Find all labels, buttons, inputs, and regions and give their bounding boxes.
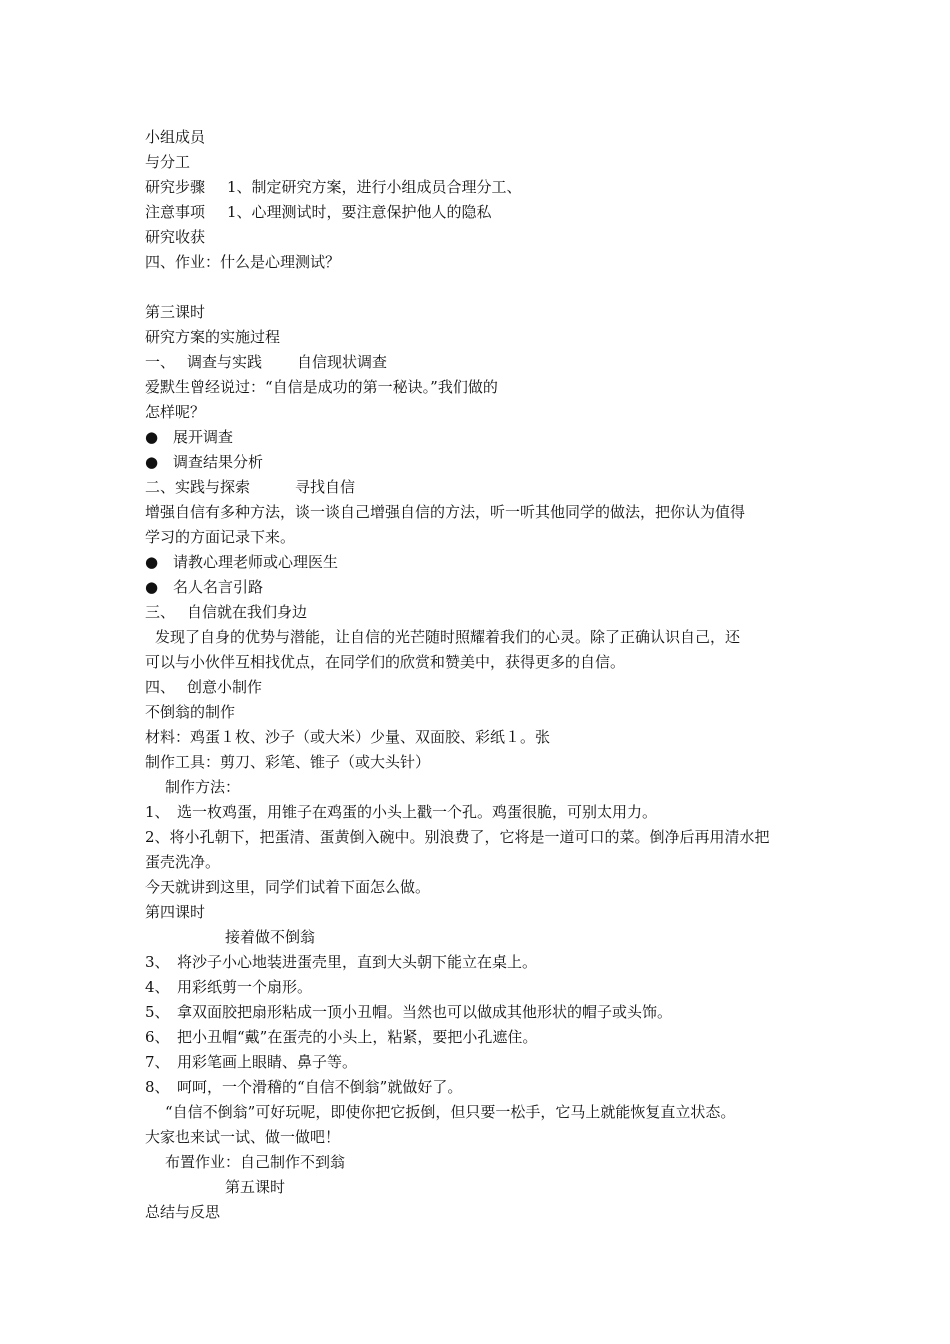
paragraph3-line1: 发现了自身的优势与潜能，让自信的光芒随时照耀着我们的心灵。除了正确认识自己，还 [155,628,741,646]
lesson4-subtitle: 接着做不倒翁 [225,928,316,946]
bullet-icon: ● [145,428,159,446]
step-text: 将沙子小心地装进蛋壳里，直到大头朝下能立在桌上。 [177,953,538,971]
notes-line [145,200,810,225]
paragraph2-line2: 学习的方面记录下来。 [145,528,296,546]
step-text: 用彩纸剪一个扇形。 [177,978,313,996]
research-steps-line [145,175,810,200]
notes-text: 1、心理测试时，要注意保护他人的隐私 [227,203,492,221]
step-number: 3、 [145,953,170,971]
section4-heading [145,675,810,700]
step-number: 7、 [145,1053,170,1071]
bullet-item [145,450,810,475]
method-step [145,1025,810,1050]
step-number: 6、 [145,1028,170,1046]
step-number: 8、 [145,1078,170,1096]
bullet-icon: ● [145,553,159,571]
lesson4-title: 第四课时 [145,903,206,921]
bullet-icon: ● [145,453,159,471]
section3-number: 三、 [145,603,176,621]
section1-heading [145,350,810,375]
section4-title: 创意小制作 [187,678,263,696]
step-text: 用彩笔画上眼睛、鼻子等。 [177,1053,358,1071]
method-step [145,975,810,1000]
section3-title: 自信就在我们身边 [187,603,308,621]
bullet-text: 请教心理老师或心理医生 [173,553,339,571]
section3-heading [145,600,810,625]
paragraph1-line2: 怎样呢？ [145,403,206,421]
paragraph2-line1: 增强自信有多种方法，谈一谈自己增强自信的方法，听一听其他同学的做法，把你认为值得 [145,503,746,521]
step-text: 选一枚鸡蛋，用锥子在鸡蛋的小头上戳一个孔。鸡蛋很脆，可别太用力。 [177,803,658,821]
method-step [145,800,810,825]
method-step [145,950,810,975]
craft-title: 不倒翁的制作 [145,703,236,721]
method-step2-line2: 蛋壳洗净。 [145,853,221,871]
step-number: 5、 [145,1003,170,1021]
bullet-text: 展开调查 [173,428,234,446]
section1-subtitle: 自信现状调查 [297,353,388,371]
section1-title: 调查与实践 [187,353,263,371]
method-heading: 制作方法： [165,778,241,796]
method-step2-line1: 2、将小孔朝下，把蛋清、蛋黄倒入碗中。别浪费了，它将是一道可口的菜。倒净后再用清水把 [145,828,770,846]
bullet-text: 名人名言引路 [173,578,264,596]
bullet-icon: ● [145,578,159,596]
paragraph3-line2: 可以与小伙伴互相找优点，在同学们的欣赏和赞美中，获得更多的自信。 [145,653,626,671]
bullet-item [145,425,810,450]
lesson3-title: 第三课时 [145,303,206,321]
tools-line: 制作工具：剪刀、彩笔、锥子（或大头针） [145,753,431,771]
step-text: 拿双面胶把扇形粘成一顶小丑帽。当然也可以做成其他形状的帽子或头饰。 [177,1003,673,1021]
section1-number: 一、 [145,353,176,371]
division-line: 与分工 [145,153,191,171]
materials-line: 材料：鸡蛋１枚、沙子（或大米）少量、双面胶、彩纸１。张 [145,728,551,746]
notes-label: 注意事项 [145,203,206,221]
lesson3-subtitle: 研究方案的实施过程 [145,328,281,346]
paragraph1-line1: 爱默生曾经说过：“自信是成功的第一秘诀。”我们做的 [145,378,498,396]
lesson5-title: 第五课时 [225,1178,286,1196]
step-number: 4、 [145,978,170,996]
section2-title: 二、实践与探索 [145,478,251,496]
step-text: 把小丑帽“戴”在蛋壳的小头上，粘紧，要把小孔遮住。 [177,1028,538,1046]
section2-heading [145,475,810,500]
method-step [145,1000,810,1025]
lesson5-subtitle: 总结与反思 [145,1203,221,1221]
bullet-item [145,575,810,600]
paragraph4-line1: “自信不倒翁”可好玩呢，即使你把它扳倒，但只要一松手，它马上就能恢复直立状态。 [165,1103,736,1121]
method-step [145,1075,810,1100]
bullet-item [145,550,810,575]
steps-label: 研究步骤 [145,178,206,196]
closing-line: 今天就讲到这里，同学们试着下面怎么做。 [145,878,431,896]
blank-line [145,275,810,300]
homework-line: 四、作业：什么是心理测试？ [145,253,341,271]
step-text: 呵呵，一个滑稽的“自信不倒翁”就做好了。 [177,1078,463,1096]
group-members-line: 小组成员 [145,128,206,146]
paragraph4-line2: 大家也来试一试、做一做吧！ [145,1128,341,1146]
document-body [145,125,810,1225]
homework-assignment: 布置作业：自己制作不到翁 [165,1153,346,1171]
section2-subtitle: 寻找自信 [295,478,356,496]
bullet-text: 调查结果分析 [173,453,264,471]
section4-number: 四、 [145,678,176,696]
step-number: 1、 [145,803,170,821]
research-harvest-line: 研究收获 [145,228,206,246]
method-step [145,1050,810,1075]
steps-text: 1、制定研究方案，进行小组成员合理分工、 [227,178,522,196]
